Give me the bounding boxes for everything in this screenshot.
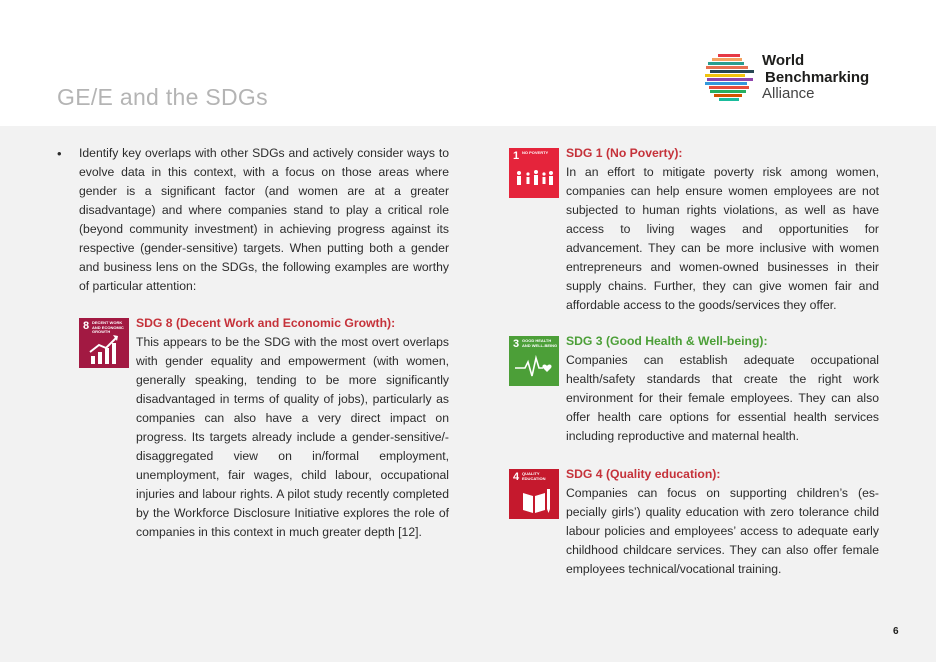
sdg3-paragraph: Companies can establish adequate occupational health/safety standards that create the right work environment for their female employees. They can also offer health care options for essential health services including reproductive and maternal health.	[566, 353, 879, 443]
sdg3-tile-caption: GOOD HEALTH AND WELL-BEING	[522, 338, 558, 348]
sdg3-tile-number: 3	[513, 338, 520, 350]
sdg4-paragraph: Companies can focus on supporting children’s (es-pecially girls’) quality education with zero tolerance child labour policies and employees’ access to adequate early childhood childcare services. They can also offer female employees technical/vocational training.	[566, 486, 879, 576]
sdg8-paragraph: This appears to be the SDG with the most overt overlaps with gender equality and empowerment (with women, generally speaking, tending to be more significantly disadvantaged in terms of quality of jobs), particularly as companies can also have a very direct impact on progress. Its targets already include a gender-sensitive/-disaggregated view on in/formal employment, unemployment, fair wages, child labour, occupational injuries and labour rights. A pilot study recently completed by the Workforce Disclosure Initiative explores the role of companies in this context in much greater depth [12].	[136, 335, 449, 539]
wba-globe-icon	[704, 52, 756, 104]
sdg1-paragraph: In an effort to mitigate poverty risk among women, companies can help ensure women employees are not subjected to human rights violations, as well as have access to living wages and opportunities for advancement. They can be more inclusive with women entrepreneurs and women-owned businesses in their supply chains. Further, they can give women fair and affordable access to the goods/services they offer.	[566, 165, 879, 312]
page-title: GE/E and the SDGs	[57, 84, 268, 110]
wba-logo	[704, 52, 894, 106]
sdg1-tile	[509, 148, 559, 198]
bullet-icon: •	[57, 146, 62, 161]
wba-logo-text	[762, 53, 869, 103]
sdg1-tile-number: 1	[513, 150, 520, 162]
heartbeat-icon	[509, 336, 559, 386]
page-number: 6	[893, 626, 899, 637]
sdg1-heading: SDG 1 (No Poverty):	[566, 146, 683, 160]
sdg4-heading: SDG 4 (Quality education):	[566, 467, 721, 481]
sdg4-tile-number: 4	[513, 471, 520, 483]
sdg4-tile-caption: QUALITY EDUCATION	[522, 471, 546, 481]
sdg8-heading: SDG 8 (Decent Work and Economic Growth):	[136, 316, 396, 330]
sdg3-tile	[509, 336, 559, 386]
page-header	[0, 0, 936, 126]
sdg8-tile-caption: DECENT WORK AND ECONOMIC GROWTH	[92, 320, 124, 335]
sdg1-tile-caption: NO POVERTY	[522, 150, 549, 155]
sdg4-tile	[509, 469, 559, 519]
sdg8-tile	[79, 318, 129, 368]
book-pencil-icon	[509, 469, 559, 519]
sdg3-heading: SDG 3 (Good Health & Well-being):	[566, 334, 768, 348]
family-icon	[509, 148, 559, 198]
intro-paragraph: Identify key overlaps with other SDGs and actively consider ways to evolve data in this context, with a focus on those areas where gender is a significant factor (and women are at a greater disadvantage) and where companies stand to play a critical role (beyond community investment) in achieving progress against its respective (gender-sensitive) targets. When putting both a gender and business lens on the SDGs, the following examples are worthy of particular attention:	[79, 146, 449, 293]
logo-line-alliance: Alliance	[762, 85, 815, 102]
growth-chart-icon	[79, 318, 129, 368]
logo-line-world: World	[762, 52, 805, 69]
logo-line-benchmarking: Benchmarking	[765, 68, 870, 86]
sdg8-tile-number: 8	[83, 320, 90, 332]
